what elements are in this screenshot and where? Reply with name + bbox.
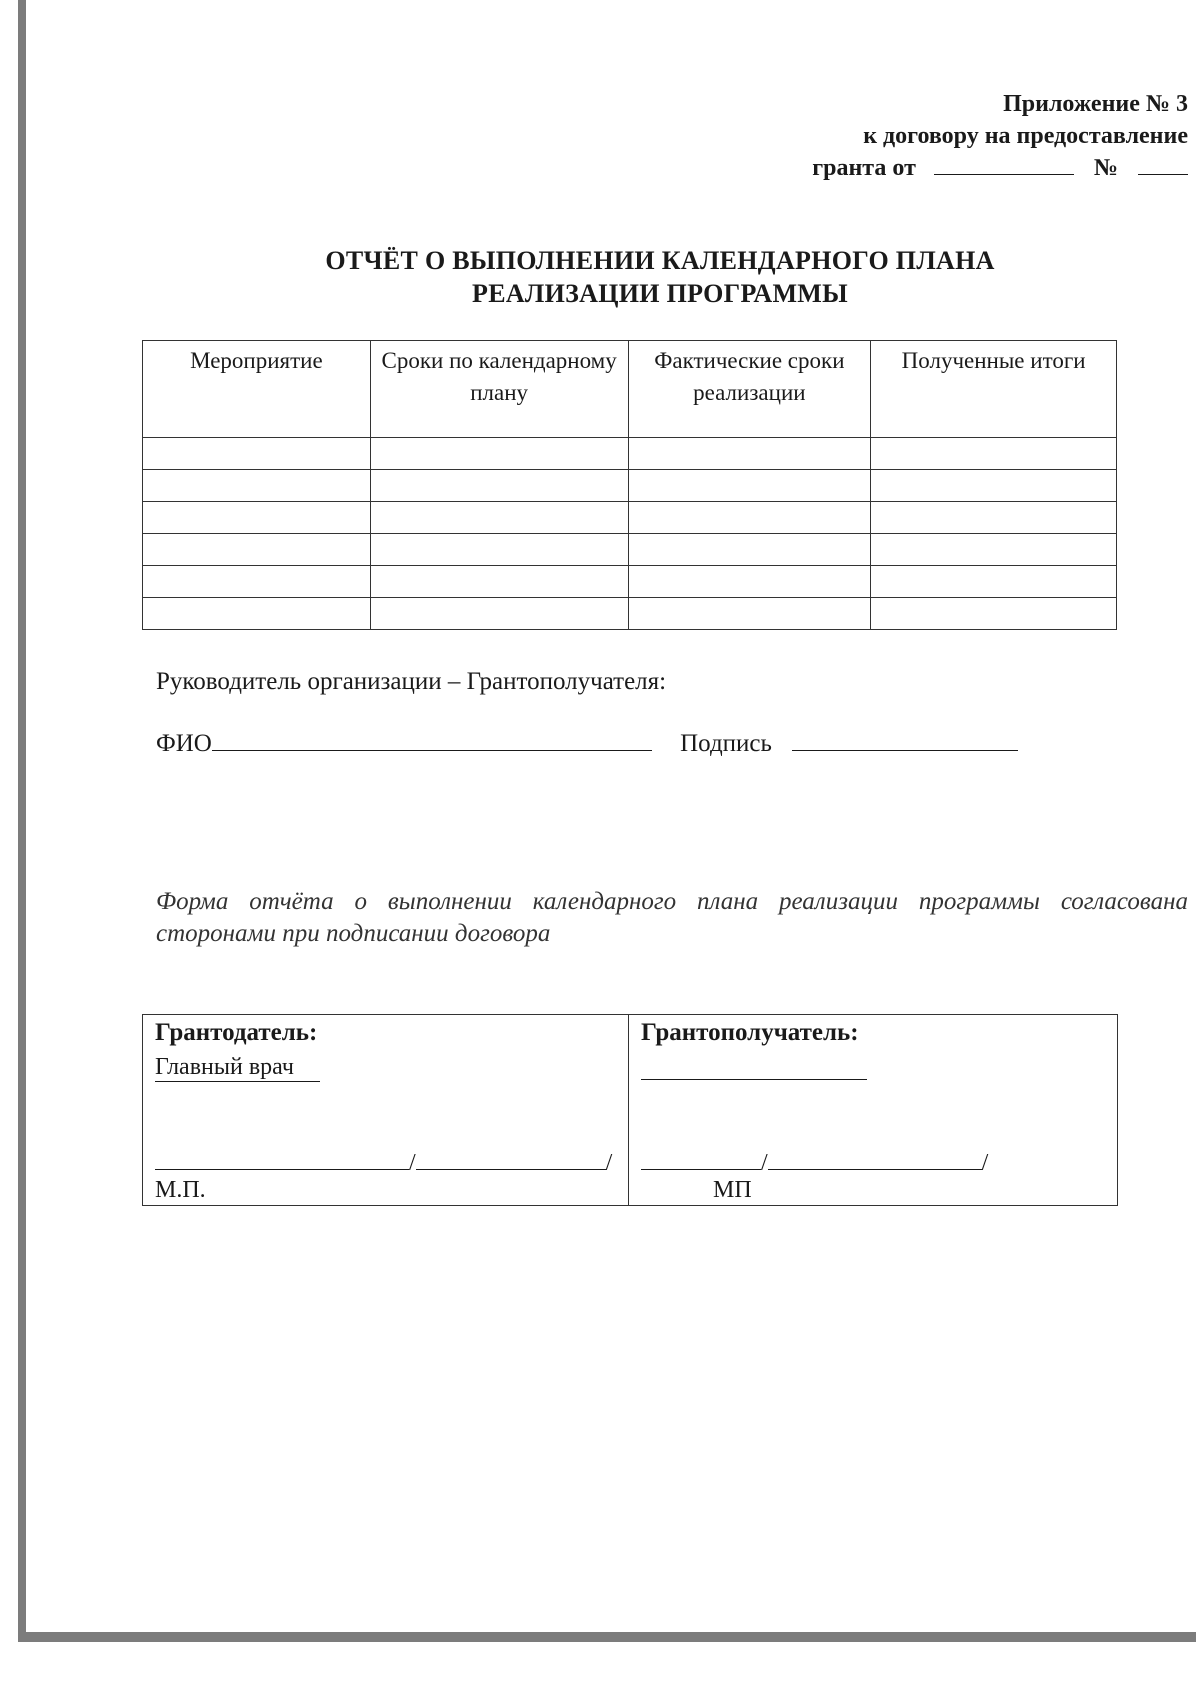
table-row [143,598,1117,630]
table-cell[interactable] [628,502,871,534]
table-row [143,502,1117,534]
fio-signature-row [156,728,1018,758]
grantor-cell [143,1015,629,1205]
col-header-results: Полученные итоги [871,341,1117,438]
col-header-planned-dates: Сроки по календарному плану [370,341,628,438]
report-title [220,244,1100,310]
head-of-organization-label: Руководитель организации – Грантополучателя: [156,668,667,695]
grant-number-blank [1138,152,1188,175]
table-cell[interactable] [143,470,371,502]
grant-from-label: гранта от [812,155,916,181]
grantee-cell [629,1015,1117,1205]
table-cell[interactable] [871,534,1117,566]
table-cell[interactable] [143,534,371,566]
report-title-line2: РЕАЛИЗАЦИИ ПРОГРАММЫ [472,279,848,308]
table-cell[interactable] [370,566,628,598]
signature-field[interactable] [792,728,1018,751]
grantor-signature-line[interactable]: / / [155,1145,612,1177]
signature-label: Подпись [680,730,772,757]
table-cell[interactable] [628,438,871,470]
table-cell[interactable] [370,502,628,534]
grantor-title: Грантодатель: [155,1019,318,1046]
table-cell[interactable] [628,534,871,566]
table-cell[interactable] [370,438,628,470]
grantor-position: Главный врач [155,1053,320,1082]
col-header-event: Мероприятие [143,341,371,438]
table-row [143,534,1117,566]
report-title-line1: ОТЧЁТ О ВЫПОЛНЕНИИ КАЛЕНДАРНОГО ПЛАНА [325,246,995,275]
scan-edge-bottom [18,1632,1196,1642]
table-cell[interactable] [143,438,371,470]
grantee-name-line[interactable] [641,1079,867,1080]
table-cell[interactable] [143,598,371,630]
table-cell[interactable] [871,566,1117,598]
parties-table [142,1014,1118,1206]
fio-label: ФИО [156,730,212,757]
appendix-number: Приложение № 3 [1003,91,1188,117]
table-header-row [143,341,1117,438]
grantee-title: Грантополучатель: [641,1019,859,1046]
table-cell[interactable] [871,502,1117,534]
appendix-contract: к договору на предоставление [863,123,1188,149]
table-row [143,438,1117,470]
table-cell[interactable] [871,598,1117,630]
table-cell[interactable] [143,502,371,534]
table-cell[interactable] [370,470,628,502]
col-header-actual-dates: Фактические сроки реализации [628,341,871,438]
table-cell[interactable] [628,470,871,502]
appendix-header [812,88,1188,184]
grantor-stamp: М.П. [155,1177,206,1203]
form-agreement-note: Форма отчёта о выполнении календарного плана реализации программы согласована сторонами при подписании договора [156,888,1188,947]
table-cell[interactable] [871,470,1117,502]
fio-field[interactable] [212,728,652,751]
grantee-stamp: МП [713,1177,752,1203]
table-cell[interactable] [871,438,1117,470]
appendix-grant-date [812,152,1188,184]
plan-table-body [143,438,1117,630]
table-cell[interactable] [370,598,628,630]
grant-date-blank [934,152,1074,175]
scan-edge-left [18,0,26,1640]
table-cell[interactable] [628,566,871,598]
grantee-signature-line[interactable]: / / [641,1145,988,1177]
table-cell[interactable] [628,598,871,630]
plan-table [142,340,1117,630]
table-cell[interactable] [143,566,371,598]
table-cell[interactable] [370,534,628,566]
table-row [143,470,1117,502]
number-sign: № [1093,155,1118,181]
table-row [143,566,1117,598]
